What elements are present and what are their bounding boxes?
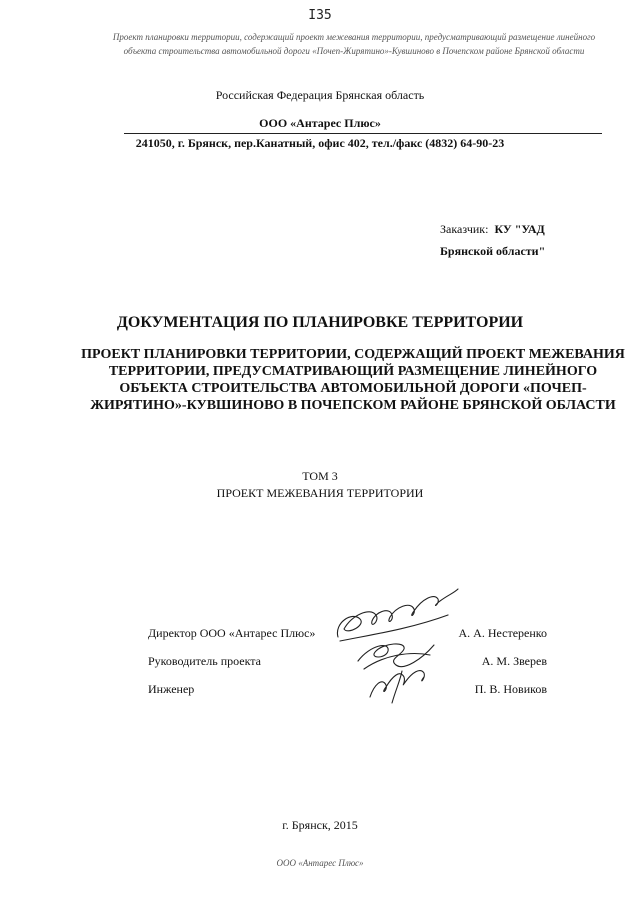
signatory-role-engineer: Инженер [148,682,195,696]
customer-label: Заказчик: [440,222,489,236]
page-number: I35 [308,8,332,23]
document-title: ДОКУМЕНТАЦИЯ ПО ПЛАНИРОВКЕ ТЕРРИТОРИИ [116,314,524,331]
customer-name-line1: КУ "УАД [494,222,545,236]
header-note: Проект планировки территории, содержащий проект межевания территории, предусматривающий размещение линейного объекта строительства автомобильной дороги «Почеп-Жирятино»-Кувшиново в Почепском районе Брянской области [112,32,596,56]
signatory-name-engineer: П. В. Новиков [474,682,547,696]
volume-block [0,468,640,502]
signature-engineer [370,671,424,697]
region-line: Российская Федерация Брянская область [215,88,425,102]
signatory-name-project-lead: А. М. Зверев [481,654,547,668]
customer-name-line2: Брянской области" [440,244,546,258]
volume-number: ТОМ 3 [302,469,338,483]
volume-title: ПРОЕКТ МЕЖЕВАНИЯ ТЕРРИТОРИИ [216,486,424,500]
footer-city-year: г. Брянск, 2015 [282,818,358,832]
signatory-role-project-lead: Руководитель проекта [148,654,261,668]
organization-address: 241050, г. Брянск, пер.Канатный, офис 402, тел./факс (4832) 64-90-23 [135,136,505,150]
signatory-role-director: Директор ООО «Антарес Плюс» [148,626,316,640]
header-divider [124,133,602,134]
signatory-name-director: А. А. Нестеренко [458,626,547,640]
project-title: ПРОЕКТ ПЛАНИРОВКИ ТЕРРИТОРИИ, СОДЕРЖАЩИЙ ПРОЕКТ МЕЖЕВАНИЯ ТЕРРИТОРИИ, ПРЕДУСМАТРИВАЮЩИЙ РАЗМЕЩЕНИЕ ЛИНЕЙНОГО ОБЪЕКТА СТРОИТЕЛЬСТВА АВТОМОБИЛЬНОЙ ДОРОГИ «ПОЧЕП-ЖИРЯТИНО»-КУВШИНОВО В ПОЧЕПСКОМ РАЙОНЕ БРЯНСКОЙ ОБЛАСТИ [81,347,625,413]
footer-organization: ООО «Антарес Плюс» [276,858,364,868]
customer-block [440,218,545,262]
organization-name: ООО «Антарес Плюс» [259,116,381,130]
handwritten-signatures [330,585,470,710]
